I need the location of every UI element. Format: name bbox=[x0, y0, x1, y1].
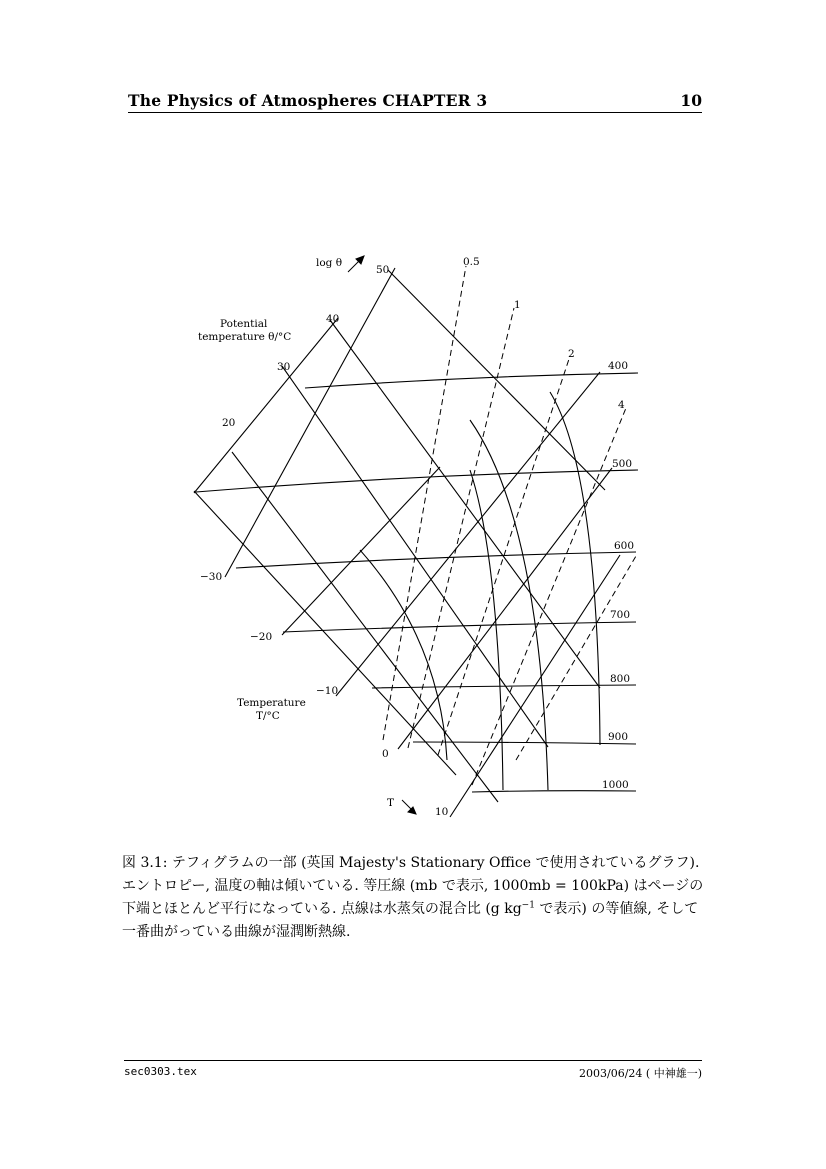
moist-adiabat bbox=[470, 420, 548, 790]
temperature-label-2: T/°C bbox=[256, 710, 280, 722]
isobar-line bbox=[236, 552, 636, 568]
mixing-ratio-label: 4 bbox=[618, 399, 625, 411]
isobar-line bbox=[413, 742, 636, 744]
isotherm-line bbox=[398, 468, 612, 749]
pressure-label: 700 bbox=[610, 609, 631, 621]
page-number: 10 bbox=[680, 91, 702, 110]
isobar-line bbox=[283, 622, 636, 632]
moist-adiabat bbox=[550, 392, 600, 745]
temperature-tick-label: 10 bbox=[435, 806, 449, 818]
running-title: The Physics of Atmospheres CHAPTER 3 bbox=[128, 91, 488, 110]
temperature-tick-label: −20 bbox=[250, 631, 273, 643]
t-arrow-label: T bbox=[387, 797, 395, 809]
isobar-line bbox=[372, 685, 636, 688]
footer-date-author: 2003/06/24 ( 中神雄一) bbox=[579, 1067, 702, 1080]
isentrope-line bbox=[232, 452, 498, 802]
mixing-ratio-line bbox=[438, 356, 570, 755]
isobar-line bbox=[305, 373, 638, 388]
isotherm-line bbox=[194, 318, 338, 493]
footer-filename: sec0303.tex bbox=[124, 1065, 197, 1078]
caption-superscript: −1 bbox=[521, 900, 535, 911]
theta-tick-label: 20 bbox=[222, 417, 236, 429]
moist-adiabat bbox=[360, 550, 447, 760]
isotherm-line bbox=[225, 268, 395, 577]
t-arrowhead bbox=[408, 807, 416, 814]
temperature-tick-label: 0 bbox=[382, 748, 389, 760]
isentrope-line bbox=[388, 270, 605, 490]
log-theta-label: log θ bbox=[316, 257, 343, 269]
caption-text-1: 図 3.1: テフィグラムの一部 (英国 Majesty's Stationary Office で使用されているグラフ). エントロピー, 温度の軸は傾いている. 等圧線 (mb で表示, 1000mb = 100kPa) はページの下端とほとんど平行になっている. 点線は水蒸気の混合比 (g kg bbox=[122, 855, 704, 917]
pressure-label: 500 bbox=[612, 458, 633, 470]
pressure-label: 600 bbox=[614, 540, 635, 552]
caption-text-2: で表示) の等値線, そして一番曲がっている曲線が湿潤断熱線. bbox=[122, 901, 699, 940]
temperature-tick-label: −10 bbox=[316, 685, 339, 697]
pressure-label: 1000 bbox=[602, 779, 629, 791]
figure-caption bbox=[122, 852, 704, 944]
temperature-label-1: Temperature bbox=[237, 697, 306, 709]
pressure-label: 800 bbox=[610, 673, 631, 685]
theta-tick-label: 40 bbox=[326, 313, 340, 325]
mixing-ratio-label: 0.5 bbox=[463, 256, 480, 268]
isobar-line bbox=[196, 470, 638, 492]
theta-tick-label: 30 bbox=[277, 361, 291, 373]
isentrope-line bbox=[194, 491, 456, 775]
theta-tick-label: 50 bbox=[376, 264, 390, 276]
temperature-tick-label: −30 bbox=[200, 571, 223, 583]
potential-temperature-label-1: Potential bbox=[220, 318, 268, 330]
mixing-ratio-label: 1 bbox=[514, 299, 521, 311]
pressure-label: 400 bbox=[608, 360, 629, 372]
page-footer bbox=[124, 1060, 702, 1083]
mixing-ratio-line bbox=[408, 308, 514, 748]
mixing-ratio-label: 2 bbox=[568, 348, 575, 360]
potential-temperature-label-2: temperature θ/°C bbox=[198, 331, 292, 343]
mixing-ratio-line bbox=[516, 556, 636, 760]
pressure-label: 900 bbox=[608, 731, 629, 743]
